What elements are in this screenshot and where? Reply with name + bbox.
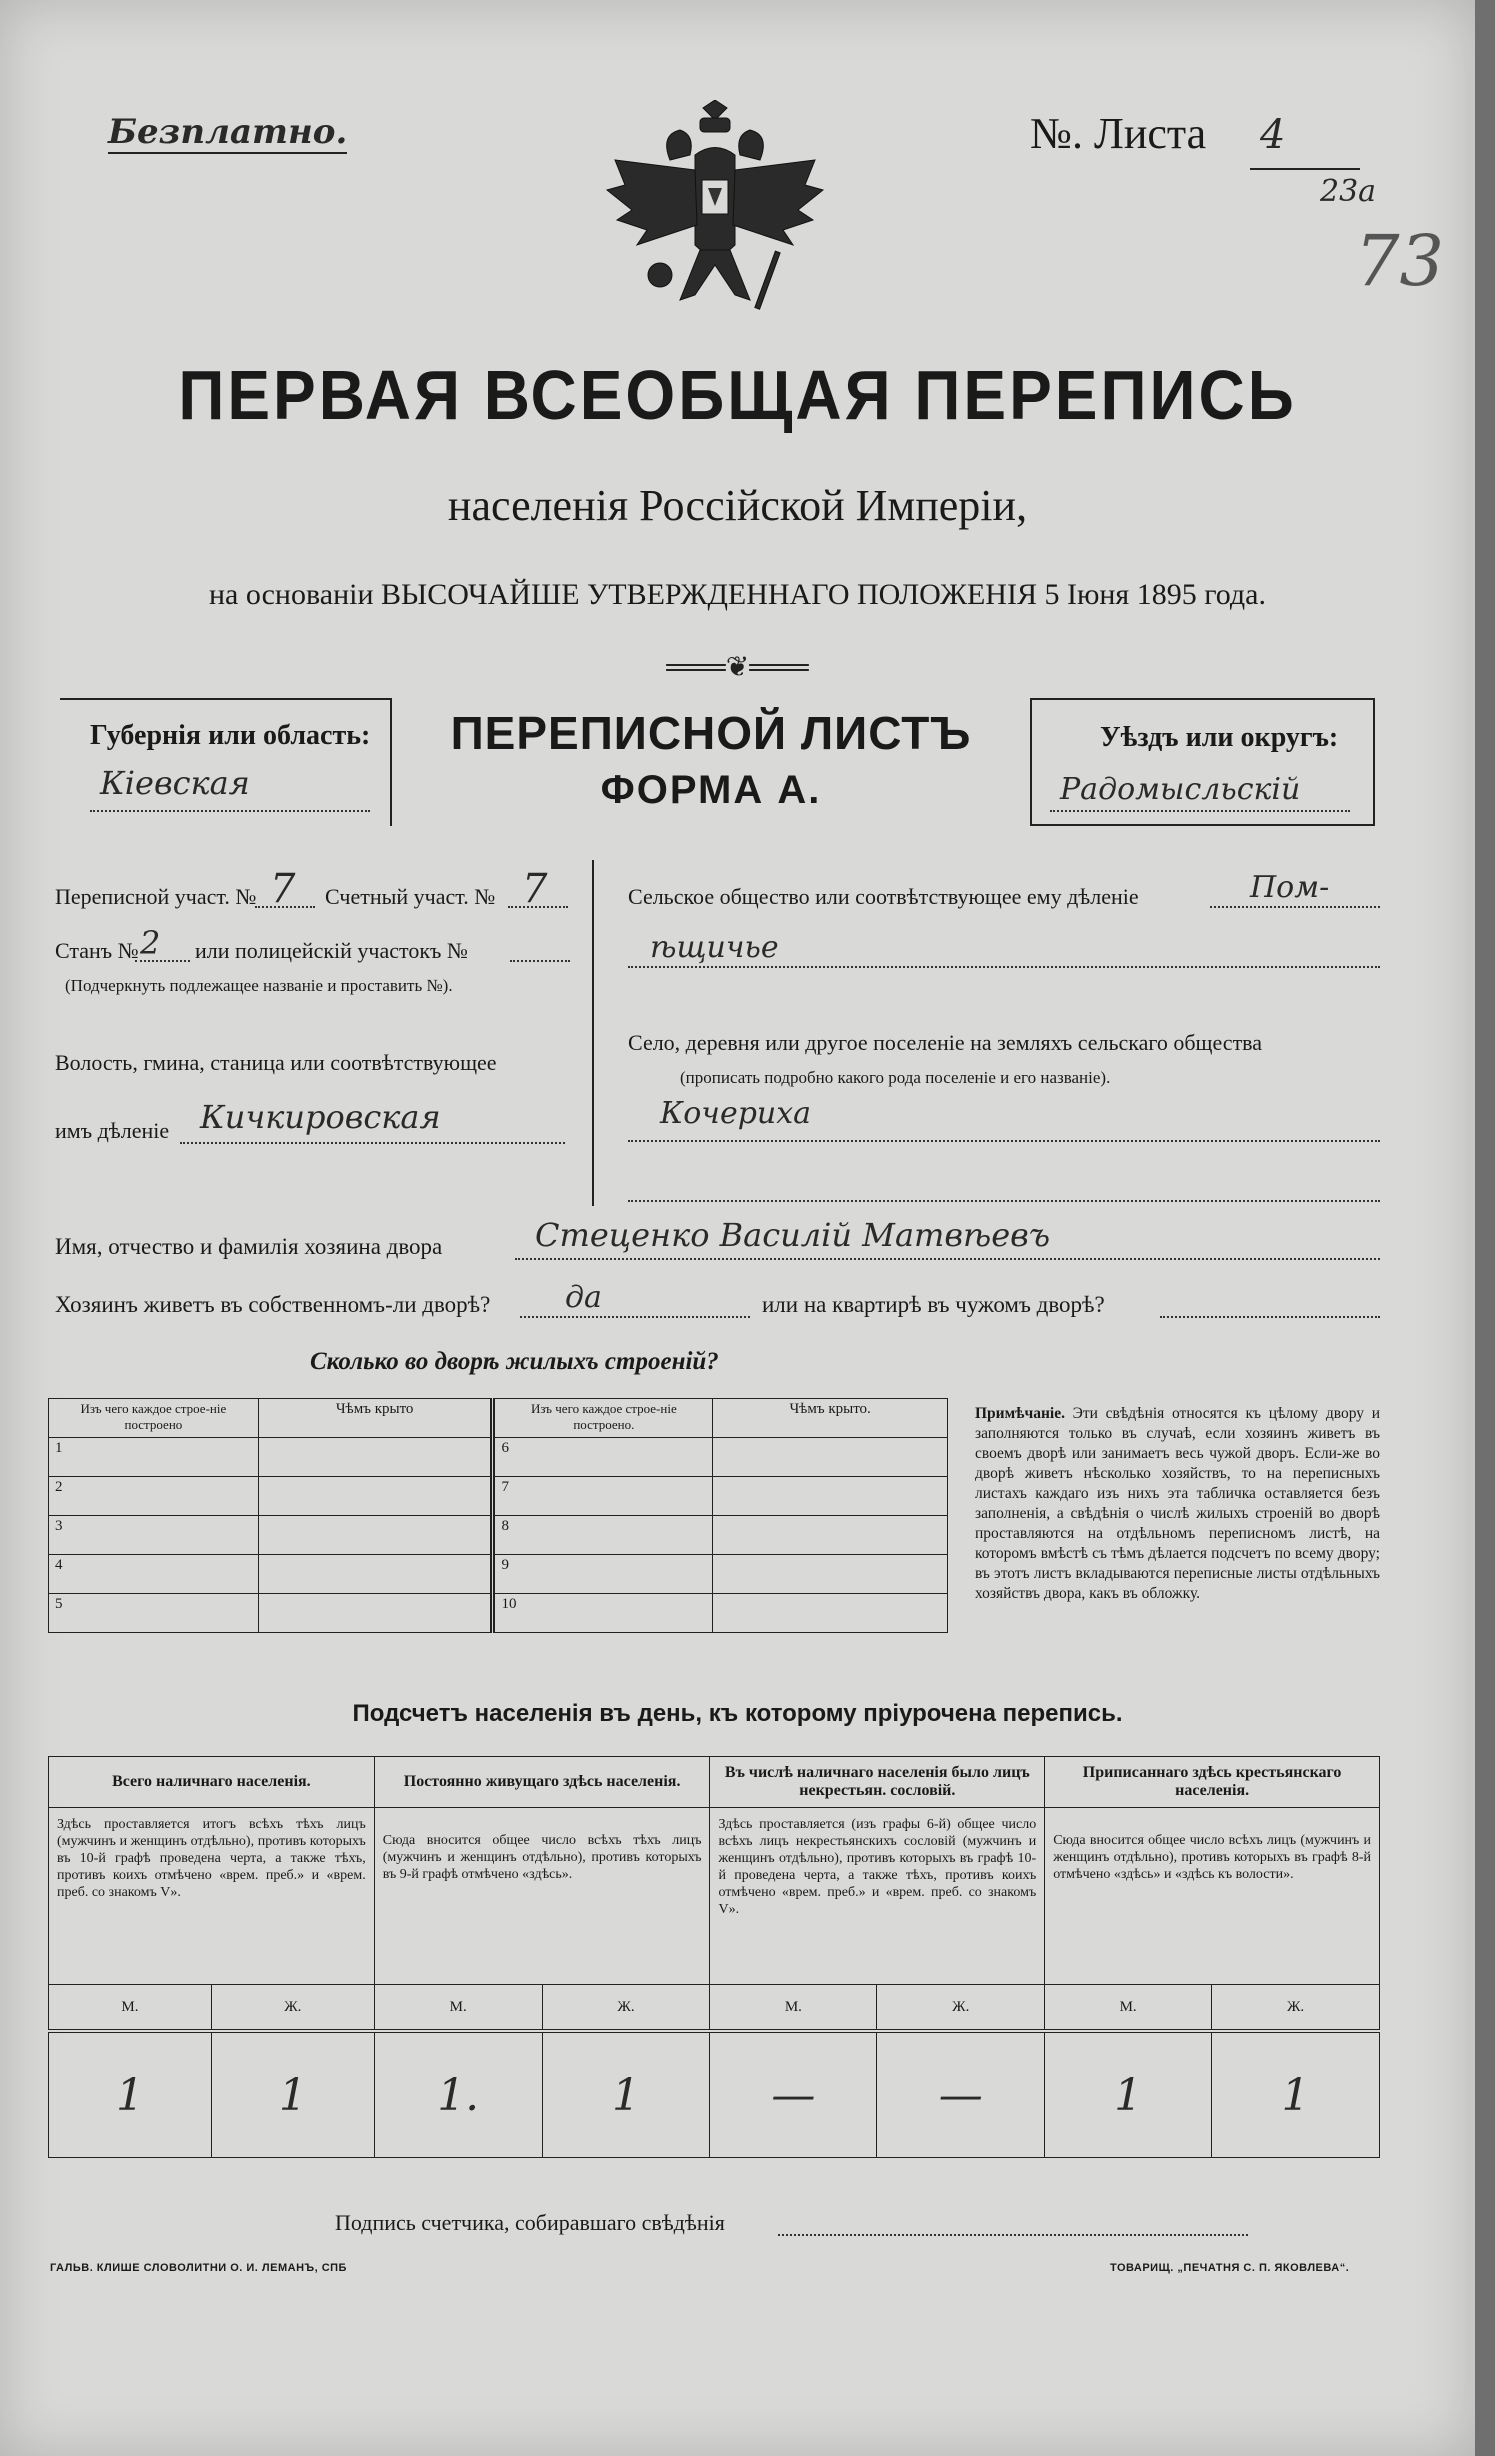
census-plot-value: 7: [270, 866, 296, 912]
population-title: Подсчетъ населенія въ день, къ которому пріурочена перепись.: [352, 1700, 1123, 1727]
pop-value: —: [877, 2031, 1045, 2158]
count-plot-label: Счетный участ. №: [325, 884, 496, 909]
pop-group-head: Постоянно живущаго здѣсь населенія.: [374, 1757, 710, 1808]
pop-group-desc: Здѣсь проставляется (изъ графы 6-й) общее число всѣхъ лицъ некрестьянскихъ сословій (мужчинъ и женщинъ отдѣльно), противъ которыхъ въ графѣ 10-й проведена черта, а также тѣхъ, противъ коихъ отмѣчено «врем. преб.» и «врем. преб. со знакомъ V».: [710, 1808, 1045, 1985]
sheet-number-line: [1250, 168, 1360, 170]
population-table: [48, 1756, 1380, 2158]
buildings-col-material-2: Изъ чего каждое строе-ніе построено.: [493, 1399, 713, 1438]
census-plot-label: Переписной участ. №: [55, 884, 257, 909]
volost-label-2: имъ дѣленіе: [55, 1118, 170, 1143]
ornament-divider: ═══❦═══: [666, 652, 809, 683]
imperial-eagle-emblem: [600, 100, 830, 340]
buildings-col-material-1: Изъ чего каждое строе-ніе построено: [49, 1399, 259, 1438]
stan-value: 2: [140, 924, 161, 962]
note-text: Эти свѣдѣнія относятся къ цѣлому двору и заполняются только въ случаѣ, если хозяинъ живетъ въ своемъ дворѣ или занимаетъ весь чужой дворъ. Если-же во дворѣ живетъ нѣсколько хозяйствъ, то на переписныхъ листахъ каждаго изъ нихъ эта табличка оставляется безъ заполненія, а свѣдѣнія о числѣ жилыхъ строеній во дворѣ проставляются на отдѣльномъ переписномъ листѣ, на которомъ вмѣстѣ съ тѣмъ дѣлается подсчетъ по всему двору; въ этотъ листъ вкладываются переписные листы отдѣльныхъ хозяйствъ двора, какъ въ обложку.: [975, 1405, 1380, 1602]
buildings-row-num: 6: [493, 1438, 713, 1477]
buildings-row-num: 1: [49, 1438, 259, 1477]
pop-group-desc: Сюда вносится общее число всѣхъ лицъ (мужчинъ и женщинъ отдѣльно), противъ которыхъ въ графѣ 8-й отмѣчено «здѣсь» и «здѣсь къ волости».: [1045, 1808, 1380, 1985]
police-label: или полицейскій участокъ №: [195, 938, 468, 963]
pop-group-desc: Здѣсь проставляется итогъ всѣхъ тѣхъ лицъ (мужчинъ и женщинъ отдѣльно), противъ которыхъ въ 10-й графѣ проведена черта, а также тѣхъ, противъ коихъ отмѣчено «врем. преб.» и «врем. преб. со знакомъ V».: [49, 1808, 375, 1985]
pop-value: —: [710, 2031, 877, 2158]
pop-col-m: М.: [374, 1985, 542, 2032]
own-yard-value: да: [565, 1280, 602, 1315]
buildings-row-num: 7: [493, 1477, 713, 1516]
buildings-row-num: 10: [493, 1594, 713, 1633]
pop-group-head: Приписаннаго здѣсь крестьянскаго населенія.: [1045, 1757, 1380, 1808]
right-imprint: ТОВАРИЩ. „ПЕЧАТНЯ С. П. ЯКОВЛЕВА“.: [1110, 2262, 1350, 2274]
own-yard-label: Хозяинъ живетъ въ собственномъ-ли дворѣ?: [55, 1292, 491, 1317]
buildings-row-num: 4: [49, 1555, 259, 1594]
pop-col-m: М.: [710, 1985, 877, 2032]
volost-value: Кичкировская: [200, 1098, 441, 1136]
pop-value: 1.: [374, 2031, 542, 2158]
signature-line: [778, 2234, 1248, 2236]
margin-number: 73: [1355, 220, 1445, 302]
society-value-2: ѣщичье: [650, 930, 779, 965]
uezd-label: Уѣздъ или округъ:: [1100, 722, 1339, 753]
sheet-number-value: 4: [1260, 112, 1286, 158]
village-label: Село, деревня или другое поселеніе на земляхъ сельскаго общества: [628, 1030, 1263, 1055]
volost-label: Волость, гмина, станица или соотвѣтствующее: [55, 1050, 497, 1075]
owner-name-value: Стеценко Василій Матвѣевъ: [535, 1216, 1051, 1254]
pop-col-zh: Ж.: [211, 1985, 374, 2032]
buildings-table: [48, 1398, 948, 1633]
buildings-row-num: 9: [493, 1555, 713, 1594]
buildings-col-roof-2: Чѣмъ крыто.: [713, 1399, 948, 1438]
pop-value: 1: [542, 2031, 710, 2158]
pop-col-zh: Ж.: [542, 1985, 710, 2032]
form-title: ПЕРЕПИСНОЙ ЛИСТЪ: [450, 707, 972, 759]
pop-value: 1: [211, 2031, 374, 2158]
field-divider: [592, 860, 594, 1206]
buildings-row-num: 8: [493, 1516, 713, 1555]
left-imprint: ГАЛЬВ. КЛИШЕ СЛОВОЛИТНИ О. И. ЛЕМАНЪ, СПБ: [50, 2262, 347, 2274]
society-label: Сельское общество или соотвѣтствующее ему дѣленіе: [628, 884, 1139, 909]
pop-col-zh: Ж.: [877, 1985, 1045, 2032]
buildings-note: [975, 1404, 1380, 1604]
pop-value: 1: [1212, 2031, 1380, 2158]
sheet-number-sub: 23а: [1320, 174, 1377, 209]
buildings-row-num: 3: [49, 1516, 259, 1555]
sheet-number-label: №. Листа: [1030, 109, 1207, 158]
village-note: (прописать подробно какого рода поселеніе и его названіе).: [680, 1068, 1111, 1087]
basis-line: на основаніи ВЫСОЧАЙШЕ УТВЕРЖДЕННАГО ПОЛОЖЕНІЯ 5 Іюня 1895 года.: [209, 578, 1266, 611]
page-subtitle: населенія Россійской Имперіи,: [447, 481, 1028, 530]
buildings-question: Сколько во дворѣ жилыхъ строеній?: [310, 1348, 719, 1375]
page-title: ПЕРВАЯ ВСЕОБЩАЯ ПЕРЕПИСЬ: [178, 356, 1297, 434]
village-value: Кочериха: [660, 1096, 812, 1131]
signature-label: Подпись счетчика, собиравшаго свѣдѣнія: [335, 2210, 725, 2235]
gubernia-value: Кіевская: [100, 764, 250, 802]
uezd-value: Радомысльскій: [1060, 772, 1301, 807]
buildings-col-roof-1: Чѣмъ крыто: [258, 1399, 493, 1438]
owner-name-label: Имя, отчество и фамилія хозяина двора: [55, 1234, 443, 1259]
society-value: Пом-: [1250, 870, 1330, 905]
count-plot-value: 7: [522, 866, 548, 912]
rent-label: или на квартирѣ въ чужомъ дворѣ?: [762, 1292, 1105, 1317]
note-title: Примѣчаніе.: [975, 1405, 1065, 1422]
pop-group-head: Въ числѣ наличнаго населенія было лицъ некрестьян. сословій.: [710, 1757, 1045, 1808]
stan-label: Станъ №: [55, 938, 139, 963]
pop-group-desc: Сюда вносится общее число всѣхъ тѣхъ лицъ (мужчинъ и женщинъ отдѣльно), противъ которыхъ въ 9-й графѣ отмѣчено «здѣсь».: [374, 1808, 710, 1985]
pop-col-m: М.: [49, 1985, 212, 2032]
buildings-row-num: 5: [49, 1594, 259, 1633]
pop-col-m: М.: [1045, 1985, 1212, 2032]
form-sub: ФОРМА А.: [600, 768, 822, 812]
gubernia-label: Губернія или область:: [90, 720, 371, 751]
pop-group-head: Всего наличнаго населенія.: [49, 1757, 375, 1808]
pop-value: 1: [1045, 2031, 1212, 2158]
buildings-row-num: 2: [49, 1477, 259, 1516]
free-label: Безплатно.: [108, 112, 348, 152]
pop-value: 1: [49, 2031, 212, 2158]
underline-note: (Подчеркнуть подлежащее названіе и проставить №).: [65, 976, 453, 995]
pop-col-zh: Ж.: [1212, 1985, 1380, 2032]
